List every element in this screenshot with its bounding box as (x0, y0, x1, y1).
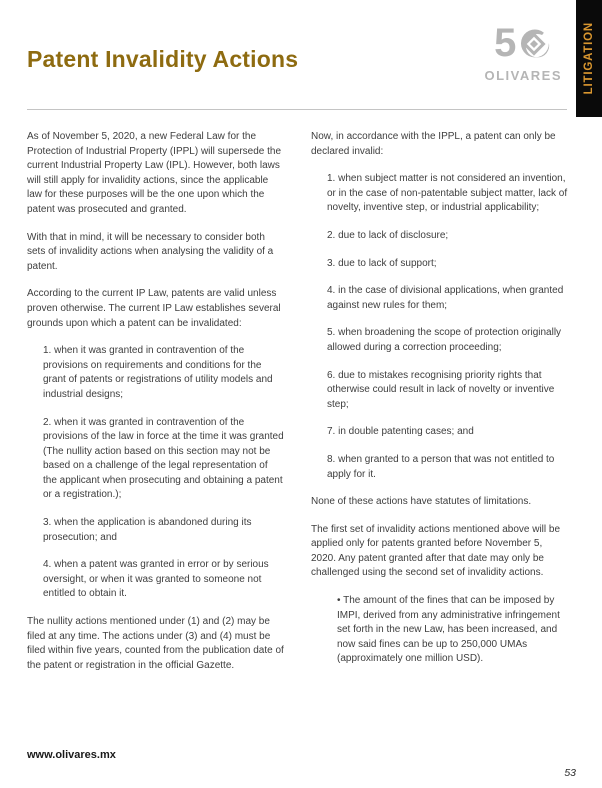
litigation-tab-label: LITIGATION (583, 22, 595, 95)
list-item: 4. when a patent was granted in error or by serious oversight, or when it was granted to someone not entitled to obtain it. (43, 559, 269, 600)
website-url: www.olivares.mx (27, 749, 116, 761)
olivares-emblem-icon (516, 26, 552, 66)
paragraph: None of these actions have statutes of limitations. (311, 496, 532, 508)
list-item: 2. when it was granted in contravention of the provisions of the law in force at the time it was granted (The nullity action based on this section may not be based on a challenge of the legal representation of the applicant when prosecuting and obtaining a patent or a registration.); (43, 416, 284, 501)
list-item: 4. in the case of divisional applications, when granted against new rules for them; (327, 285, 564, 311)
olivares-50-anniversary-mark (494, 21, 552, 66)
paragraph: The first set of invalidity actions mentioned above will be applied only for patents granted before November 5, 2020. Any patent granted after that date may only be challenged using the second set of invalidity actions. (311, 523, 561, 579)
paragraph: According to the current IP Law, patents are valid unless proven otherwise. The current IP Law establishes several grounds upon which a patent can be invalidated: (27, 288, 281, 329)
right-column (311, 130, 568, 686)
logo-wordmark: OLIVARES (484, 68, 562, 83)
page-number: 53 (564, 767, 576, 779)
paragraph: With that in mind, it will be necessary to consider both sets of invalidity actions when analysing the validity of a patent. (27, 231, 274, 272)
litigation-side-tab (576, 0, 602, 117)
list-item: 6. due to mistakes recognising priority rights that otherwise could result in lack of novelty or inventive step; (327, 369, 555, 410)
left-column (27, 130, 284, 686)
page-title: Patent Invalidity Actions (27, 46, 299, 72)
list-item: 2. due to lack of disclosure; (327, 229, 449, 241)
paragraph: As of November 5, 2020, a new Federal Law for the Protection of Industrial Property (IPPL) will supersede the current Industrial Property Law (IPL). However, both laws will still apply for invalidity actions, since the applicable law for these purposes will be the one upon which the patent was prosecuted and granted. (27, 131, 282, 215)
list-item: 1. when subject matter is not considered an invention, or in the case of non-patentable subject matter, lack of novelty, inventive step, or industrial applicability; (327, 173, 568, 214)
list-item: 1. when it was granted in contravention of the provisions on requirements and conditions for the grant of patents or registrations of utility models and industrial designs; (43, 345, 273, 400)
page-header (0, 0, 602, 83)
paragraph: The nullity actions mentioned under (1) and (2) may be filed at any time. The actions under (3) and (4) must be filed within five years, counted from the publication date of the patent or registration in the official Gazette. (27, 616, 284, 671)
list-item: 7. in double patenting cases; and (327, 426, 474, 438)
logo-number-5: 5 (494, 21, 517, 65)
list-item: 5. when broadening the scope of protection originally allowed during a correction proceeding; (327, 327, 562, 353)
olivares-logo (484, 21, 563, 83)
document-body (0, 110, 602, 686)
paragraph: Now, in accordance with the IPPL, a patent can only be declared invalid: (311, 131, 556, 157)
list-item: 3. when the application is abandoned during its prosecution; and (43, 517, 252, 543)
list-item: 8. when granted to a person that was not entitled to apply for it. (327, 453, 555, 480)
list-item: 3. due to lack of support; (327, 257, 437, 269)
list-item: • The amount of the fines that can be imposed by IMPI, derived from any administrative infringement set forth in the new Law, has been increased, and now said fines can be up to 250,000 UMAs (approximately one million USD). (337, 595, 560, 665)
